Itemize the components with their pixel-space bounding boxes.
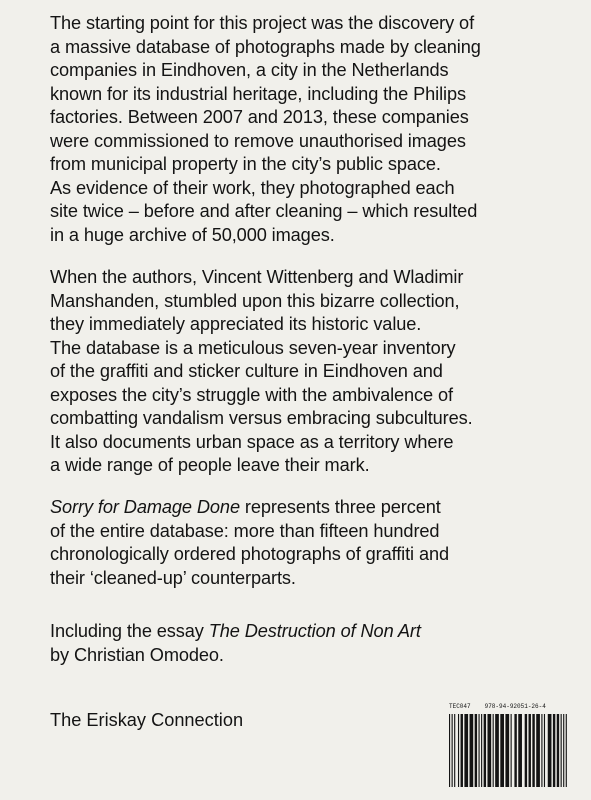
paragraph-authors (50, 266, 570, 478)
paragraph-book-summary (50, 496, 570, 590)
barcode-bar (505, 714, 509, 787)
barcode-bar (464, 714, 468, 787)
barcode-bar (561, 714, 562, 787)
barcode-bar (493, 714, 494, 787)
text-line: exposes the city’s struggle with the ambivalence of (50, 384, 453, 405)
text-line: Manshanden, stumbled upon this bizarre collection, (50, 290, 460, 311)
paragraph-project-origin (50, 12, 570, 247)
text-line: by Christian Omodeo. (50, 644, 224, 665)
barcode-bar (484, 714, 486, 787)
barcode-bar (529, 714, 531, 787)
text-line (50, 620, 570, 644)
book-title: Sorry for Damage Done (50, 497, 240, 517)
barcode-bar (566, 714, 567, 787)
barcode-bar (461, 714, 463, 787)
barcode-bar (511, 714, 512, 787)
barcode-bar (500, 714, 504, 787)
barcode-bar (553, 714, 555, 787)
text-line: The starting point for this project was the discovery of (50, 13, 475, 33)
barcode-bar (454, 714, 455, 787)
barcode-bar (544, 714, 545, 787)
barcode-bar (525, 714, 527, 787)
barcode-bar (452, 714, 453, 787)
text-line: of the entire database: more than fifteen hundred (50, 520, 440, 541)
text-line: from municipal property in the city’s public space. (50, 154, 441, 174)
barcode-bar (475, 714, 477, 787)
isbn-barcode (449, 703, 567, 789)
text-line: When the authors, Vincent Wittenberg and Wladimir (50, 267, 464, 287)
paragraph-essay (50, 620, 570, 667)
barcode-bar (481, 714, 482, 787)
barcode-bar (487, 714, 491, 787)
barcode-bar (495, 714, 499, 787)
text-line: they immediately appreciated its historic value. (50, 314, 422, 334)
text-line: chronologically ordered photographs of graffiti and (50, 544, 449, 564)
text-line: As evidence of their work, they photographed each (50, 177, 455, 198)
text-fragment: Including the essay (50, 621, 209, 641)
text-line: in a huge archive of 50,000 images. (50, 224, 335, 245)
barcode-graphic (449, 714, 567, 787)
isbn-number: 978-94-92051-26-4 (484, 703, 546, 710)
barcode-bar (458, 714, 459, 787)
text-line: a wide range of people leave their mark. (50, 455, 370, 475)
barcode-caption (449, 703, 567, 711)
text-line: known for its industrial heritage, including the Philips (50, 83, 466, 104)
text-line: combatting vandalism versus embracing subcultures. (50, 408, 473, 428)
barcode-bar (563, 714, 564, 787)
text-fragment: represents three percent (239, 497, 441, 517)
text-line: factories. Between 2007 and 2013, these companies (50, 107, 469, 127)
publisher-name: The Eriskay Connection (50, 710, 244, 730)
text-line: were commissioned to remove unauthorised images (50, 130, 466, 151)
text-line: The database is a meticulous seven-year inventory (50, 337, 456, 358)
barcode-bar (541, 714, 542, 787)
text-line: a massive database of photographs made by cleaning (50, 36, 481, 57)
barcode-bar (449, 714, 450, 787)
text-line: companies in Eindhoven, a city in the Netherlands (50, 60, 449, 80)
barcode-bar (479, 714, 480, 787)
barcode-bar (470, 714, 474, 787)
barcode-bar (548, 714, 552, 787)
barcode-bar (557, 714, 559, 787)
barcode-bar (518, 714, 522, 787)
text-line: of the graffiti and sticker culture in Eindhoven and (50, 361, 443, 381)
barcode-bar (532, 714, 534, 787)
text-line: site twice – before and after cleaning – which resulted (50, 201, 478, 221)
catalog-code: TEC047 (449, 703, 471, 710)
text-line: their ‘cleaned-up’ counterparts. (50, 567, 296, 588)
text-line: It also documents urban space as a territory where (50, 431, 454, 452)
text-line (50, 496, 570, 520)
essay-title: The Destruction of Non Art (208, 621, 421, 641)
barcode-bar (514, 714, 516, 787)
barcode-bar (536, 714, 540, 787)
